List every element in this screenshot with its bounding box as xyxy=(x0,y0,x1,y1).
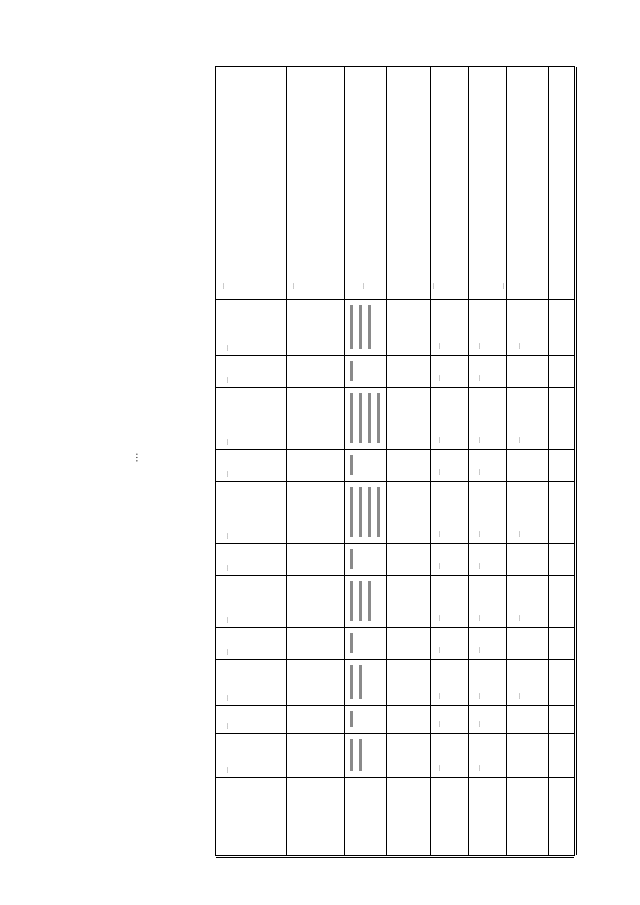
row-rule xyxy=(216,543,574,544)
text-placeholder xyxy=(350,581,353,621)
table-sheet xyxy=(215,66,575,856)
column-rule xyxy=(386,67,387,855)
row-value: … xyxy=(436,647,442,653)
row-value: … xyxy=(476,693,482,699)
row-value: … xyxy=(476,343,482,349)
row-rule xyxy=(216,575,574,576)
row-value: … xyxy=(436,563,442,569)
row-value: … xyxy=(476,563,482,569)
row-value: … xyxy=(476,647,482,653)
page-number: … xyxy=(129,452,141,463)
row-value: … xyxy=(516,343,522,349)
row-value: … xyxy=(436,343,442,349)
text-placeholder xyxy=(359,393,362,443)
row-code: … xyxy=(224,532,230,539)
row-rule xyxy=(216,387,574,388)
row-value: … xyxy=(436,615,442,621)
text-placeholder xyxy=(350,739,353,771)
text-placeholder xyxy=(359,487,362,537)
column-rule xyxy=(286,67,287,855)
row-code: … xyxy=(224,694,230,701)
column-rule xyxy=(576,67,577,855)
row-value: … xyxy=(436,721,442,727)
row-rule xyxy=(216,481,574,482)
row-rule xyxy=(216,355,574,356)
text-placeholder xyxy=(368,487,371,537)
text-placeholder xyxy=(350,665,353,699)
row-value: … xyxy=(436,437,442,443)
row-code: … xyxy=(224,648,230,655)
row-value: … xyxy=(516,615,522,621)
section-rule xyxy=(216,299,574,300)
text-placeholder xyxy=(368,581,371,621)
column-rule xyxy=(430,67,431,855)
text-placeholder xyxy=(359,581,362,621)
text-placeholder xyxy=(350,455,353,475)
row-value: … xyxy=(476,437,482,443)
text-placeholder xyxy=(350,487,353,537)
text-placeholder xyxy=(350,361,353,381)
row-code: … xyxy=(224,376,230,383)
row-code: … xyxy=(224,438,230,445)
text-placeholder xyxy=(350,393,353,443)
row-rule xyxy=(216,733,574,734)
text-placeholder xyxy=(377,487,380,537)
text-placeholder xyxy=(350,711,353,727)
row-rule xyxy=(216,659,574,660)
row-rule xyxy=(216,449,574,450)
row-rule xyxy=(216,627,574,628)
row-value: … xyxy=(476,615,482,621)
column-rule xyxy=(468,67,469,855)
text-placeholder xyxy=(377,393,380,443)
text-placeholder xyxy=(359,305,362,349)
text-placeholder xyxy=(368,305,371,349)
row-code: … xyxy=(224,470,230,477)
text-placeholder xyxy=(359,665,362,699)
row-value: … xyxy=(436,693,442,699)
row-code: … xyxy=(224,616,230,623)
section-rule xyxy=(216,857,574,858)
row-value: … xyxy=(516,437,522,443)
row-value: … xyxy=(476,469,482,475)
header-caption: … xyxy=(220,283,226,289)
row-code: … xyxy=(224,564,230,571)
row-value: … xyxy=(476,765,482,771)
header-caption: … xyxy=(290,283,296,289)
header-caption: … xyxy=(360,283,366,289)
column-rule xyxy=(344,67,345,855)
column-rule xyxy=(506,67,507,855)
row-value: … xyxy=(516,531,522,537)
text-placeholder xyxy=(350,633,353,653)
row-value: … xyxy=(436,765,442,771)
header-caption: … xyxy=(500,283,506,289)
row-value: … xyxy=(436,531,442,537)
text-placeholder xyxy=(350,305,353,349)
text-placeholder xyxy=(368,393,371,443)
row-code: … xyxy=(224,722,230,729)
row-rule xyxy=(216,777,574,778)
header-caption: … xyxy=(430,283,436,289)
text-placeholder xyxy=(350,549,353,569)
text-placeholder xyxy=(359,739,362,771)
row-rule xyxy=(216,705,574,706)
row-value: … xyxy=(516,693,522,699)
row-value: … xyxy=(436,375,442,381)
row-code: … xyxy=(224,766,230,773)
column-rule xyxy=(548,67,549,855)
row-value: … xyxy=(436,469,442,475)
row-value: … xyxy=(476,531,482,537)
row-code: … xyxy=(224,344,230,351)
row-value: … xyxy=(476,721,482,727)
row-value: … xyxy=(476,375,482,381)
